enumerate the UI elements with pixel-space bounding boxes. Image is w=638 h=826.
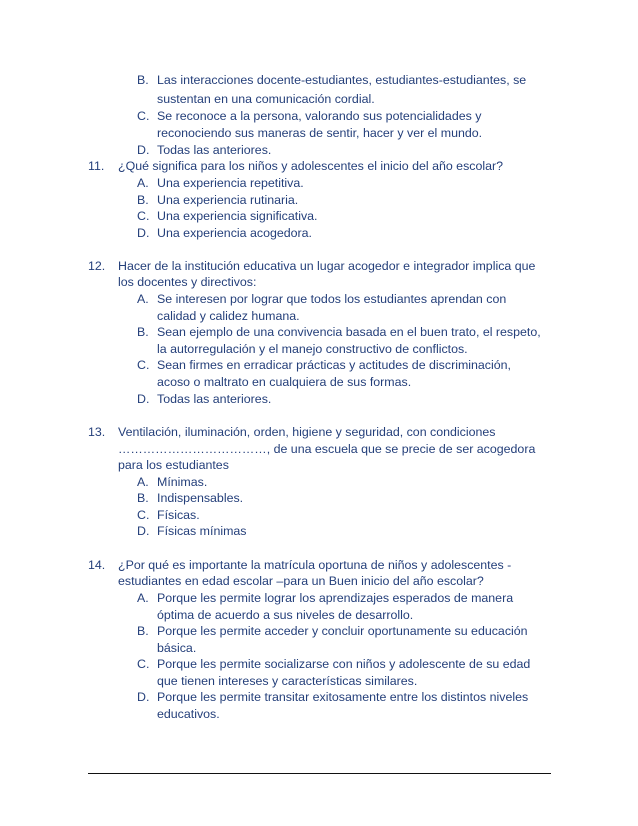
option-letter: D.	[137, 143, 150, 157]
question-stem: Hacer de la institución educativa un lugar acogedor e integrador implica que	[118, 259, 536, 273]
option-text: Se reconoce a la persona, valorando sus potencialidades y	[157, 109, 482, 123]
option-letter: A.	[137, 591, 149, 605]
option-text: Mínimas.	[157, 475, 208, 489]
option-letter: C.	[137, 209, 150, 223]
question-number: 12.	[88, 259, 106, 273]
option-text: Físicas mínimas	[157, 524, 247, 538]
question-stem: los docentes y directivos:	[118, 275, 257, 289]
option-letter: D.	[137, 524, 150, 538]
option-text: Una experiencia acogedora.	[157, 226, 312, 240]
option-text: básica.	[157, 641, 197, 655]
option-text: la autorregulación y el manejo constructivo de conflictos.	[157, 342, 468, 356]
question-number: 11.	[88, 159, 105, 173]
option-letter: B.	[137, 624, 149, 638]
option-letter: B.	[137, 193, 149, 207]
option-letter: A.	[137, 176, 149, 190]
option-text: Indispensables.	[157, 491, 244, 505]
option-letter: D.	[137, 226, 150, 240]
option-text: Porque les permite acceder y concluir oportunamente su educación	[157, 624, 528, 638]
option-text: Porque les permite transitar exitosamente entre los distintos niveles	[157, 690, 529, 704]
option-text: Las interacciones docente-estudiantes, estudiantes-estudiantes, se	[157, 73, 527, 87]
option-text: Porque les permite lograr los aprendizajes esperados de manera	[157, 591, 514, 605]
option-text: Físicas.	[157, 508, 200, 522]
option-text: Sean ejemplo de una convivencia basada en el buen trato, el respeto,	[157, 325, 541, 339]
question-number: 14.	[88, 558, 106, 572]
option-letter: C.	[137, 508, 150, 522]
option-letter: A.	[137, 292, 149, 306]
option-text: Una experiencia rutinaria.	[157, 193, 299, 207]
option-letter: C.	[137, 109, 150, 123]
option-letter: B.	[137, 73, 149, 87]
question-stem: ………………………………, de una escuela que se precie de ser acogedora	[118, 442, 536, 456]
option-text: que tienen intereses y características similares.	[157, 674, 418, 688]
question-stem: estudiantes en edad escolar –para un Buen inicio del año escolar?	[118, 574, 484, 588]
option-letter: B.	[137, 491, 149, 505]
question-number: 13.	[88, 425, 106, 439]
option-letter: A.	[137, 475, 149, 489]
footer-divider	[88, 773, 551, 774]
option-letter: C.	[137, 358, 150, 372]
option-text: calidad y calidez humana.	[157, 309, 300, 323]
question-stem: para los estudiantes	[118, 458, 229, 472]
option-text: Se interesen por lograr que todos los estudiantes aprendan con	[157, 292, 507, 306]
question-stem: ¿Por qué es importante la matrícula oportuna de niños y adolescentes -	[118, 558, 512, 572]
option-letter: D.	[137, 690, 150, 704]
option-text: Una experiencia significativa.	[157, 209, 318, 223]
option-letter: B.	[137, 325, 149, 339]
option-text: Todas las anteriores.	[157, 143, 272, 157]
option-text: Porque les permite socializarse con niños y adolescente de su edad	[157, 657, 531, 671]
question-stem: Ventilación, iluminación, orden, higiene y seguridad, con condiciones	[118, 425, 496, 439]
option-letter: D.	[137, 392, 150, 406]
option-text: Sean firmes en erradicar prácticas y actitudes de discriminación,	[157, 358, 511, 372]
option-text: acoso o maltrato en cualquiera de sus formas.	[157, 375, 412, 389]
question-stem: ¿Qué significa para los niños y adolescentes el inicio del año escolar?	[118, 159, 504, 173]
option-text: Una experiencia repetitiva.	[157, 176, 304, 190]
option-text: sustentan en una comunicación cordial.	[157, 92, 375, 106]
option-text: Todas las anteriores.	[157, 392, 272, 406]
option-text: reconociendo sus maneras de sentir, hacer y ver el mundo.	[157, 126, 483, 140]
option-text: educativos.	[157, 707, 220, 721]
option-text: óptima de acuerdo a sus niveles de desarrollo.	[157, 608, 414, 622]
option-letter: C.	[137, 657, 150, 671]
